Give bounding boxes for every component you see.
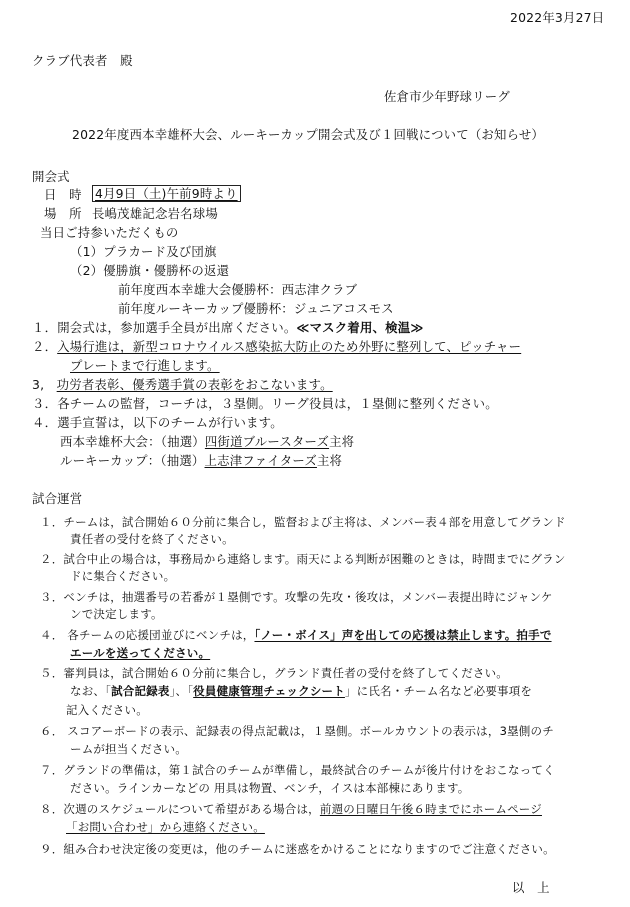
health-checksheet-name: 役員健康管理チェックシート: [193, 684, 345, 698]
deadline-notice: 前週の日曜日午後６時までにホームページ: [319, 802, 542, 816]
rule-1-line-2: 責任者の受付を終了ください。: [70, 532, 234, 546]
rule-4-line-1: [40, 630, 552, 642]
closing-mark: 以 上: [512, 880, 550, 895]
opening-item-5: [32, 417, 283, 429]
rule-text: グランドの準備は，第１試合のチームが準備し，最終試合のチームが後片付けをおこなってく: [63, 763, 555, 777]
rule-3-line-1: [40, 592, 553, 604]
sender-organization: 佐倉市少年野球リーグ: [384, 89, 510, 104]
rule-number: ５．: [40, 666, 64, 680]
rule-1-line-1: [40, 517, 566, 529]
item-number: ３．: [32, 396, 58, 411]
datetime-value: [92, 188, 241, 200]
oath-team: 上志津ファイターズ: [204, 453, 317, 468]
rule-number: ３．: [40, 590, 64, 604]
rule-5-line-2: [70, 686, 532, 698]
rule-number: ９．: [40, 842, 64, 856]
oath-suffix: 主将: [316, 453, 343, 468]
rule-text: 試合中止の場合は，事務局から連絡します。雨天による判断が困難のときは，時間までにグラン: [63, 552, 566, 566]
rule-3-line-2: ンで決定します。: [70, 607, 163, 621]
item-text: 開会式は，参加選手全員が出席ください。: [57, 320, 297, 335]
place-value: 長嶋茂雄記念岩名球場: [92, 206, 218, 221]
rule-8-line-1: [40, 804, 542, 816]
rule-4-line-2: エールを送ってください。: [70, 646, 211, 660]
item-text: 各チームの監督，コーチは，３塁側。リーグ役員は，１塁側に整列ください。: [57, 396, 498, 411]
rule-5-line-3: 記入ください。: [66, 703, 148, 717]
oath-line-2: [60, 455, 342, 467]
item-number: 3,: [32, 377, 45, 392]
rule-8-line-2: 「お問い合わせ」から連絡ください。: [66, 820, 265, 834]
rule-9-line-1: [40, 844, 555, 856]
bring-item-1: （1）プラカード及び団旗: [70, 244, 217, 259]
rule-text: 審判員は，試合開始６０分前に集合し，グランド責任者の受付を終了してください。: [63, 666, 509, 680]
rule-number: ８．: [40, 802, 64, 816]
opening-item-3: [32, 379, 333, 391]
rule-number: ７．: [40, 763, 64, 777]
bring-heading: 当日ご持参いただくもの: [40, 225, 179, 240]
rule-text: ベンチは，抽選番号の若番が１塁側です。攻撃の先攻・後攻は，メンバー表提出時にジャンケ: [63, 590, 553, 604]
datetime-value-text: 4月9日（土)午前9時より: [92, 185, 241, 202]
mask-notice: ≪マスク着用、検温≫: [296, 320, 424, 335]
opening-item-2-line-1: [32, 341, 521, 353]
oath-team: 四街道ブルースターズ: [204, 434, 330, 449]
rule-number: ４．: [40, 628, 64, 642]
rule-6-line-1: [40, 726, 554, 738]
document-title: 2022年度西本幸雄杯大会、ルーキーカップ開会式及び１回戦について（お知らせ）: [72, 127, 545, 142]
item-number: １．: [32, 320, 58, 335]
document-date: 2022年3月27日: [510, 10, 605, 25]
score-sheet-name: 試合記録表: [111, 684, 170, 698]
rule-number: ２．: [40, 552, 64, 566]
rule-text: チームは，試合開始６０分前に集合し，監督および主将は、メンバー表４部を用意してグランド: [63, 515, 566, 529]
datetime-label: 日 時: [44, 187, 82, 202]
rule-7-line-2: ださい。ラインカーなどの 用具は物置、ベンチ，イスは本部棟にあります。: [70, 781, 470, 795]
item-text: 入場行進は，新型コロナウイルス感染拡大防止のため外野に整列して、ピッチャー: [57, 339, 522, 354]
oath-line-1: [60, 436, 354, 448]
rule-text: 次週のスケジュールについて希望がある場合は，: [63, 802, 320, 816]
oath-prefix: ルーキーカップ：（抽選）: [60, 453, 205, 468]
place-label: 場 所: [44, 206, 82, 221]
opening-item-1: [32, 322, 424, 334]
rule-text: 各チームの応援団並びにベンチは，: [67, 628, 255, 642]
item-number: ４．: [32, 415, 58, 430]
rule-text: 組み合わせ決定後の変更は，他のチームに迷惑をかけることになりますのでご注意ください。: [63, 842, 555, 856]
opening-heading: 開会式: [32, 169, 70, 184]
item-text: 功労者表彰、優秀選手賞の表彰をおこないます。: [56, 377, 333, 392]
rule-text: スコアーボードの表示、記録表の得点記載は，１塁側。ボールカウントの表示は，3塁側のチ: [67, 724, 554, 738]
rule-5-line-1: [40, 668, 508, 680]
bring-item-2: （2）優勝旗・優勝杯の返還: [70, 263, 230, 278]
oath-suffix: 主将: [329, 434, 355, 449]
operations-heading: 試合運営: [32, 491, 83, 506]
rule-text: なお、「: [70, 684, 112, 698]
rule-7-line-1: [40, 765, 555, 777]
rule-6-line-2: ームが担当ください。: [70, 742, 187, 756]
rule-text: 」に氏名・チーム名など必要事項を: [344, 684, 533, 698]
rule-2-line-2: ドに集合ください。: [70, 569, 176, 583]
rule-number: ６．: [40, 724, 64, 738]
recipient: クラブ代表者 殿: [32, 53, 133, 68]
rule-number: １．: [40, 515, 64, 529]
item-text: 選手宣誓は，以下のチームが行います。: [57, 415, 283, 430]
previous-champion-2: 前年度ルーキーカップ優勝杯：ジュニアコスモス: [118, 301, 394, 316]
no-voice-notice: 「ノー・ボイス」声を出しての応援は禁止します。拍手で: [254, 628, 552, 642]
rule-2-line-1: [40, 554, 566, 566]
rule-text: 」、「: [169, 684, 194, 698]
oath-prefix: 西本幸雄杯大会：（抽選）: [60, 434, 205, 449]
opening-item-2-line-2: プレートまで行進します。: [70, 358, 220, 373]
previous-champion-1: 前年度西本幸雄大会優勝杯：西志津クラブ: [118, 282, 358, 297]
item-number: ２．: [32, 339, 58, 354]
opening-item-4: [32, 398, 498, 410]
